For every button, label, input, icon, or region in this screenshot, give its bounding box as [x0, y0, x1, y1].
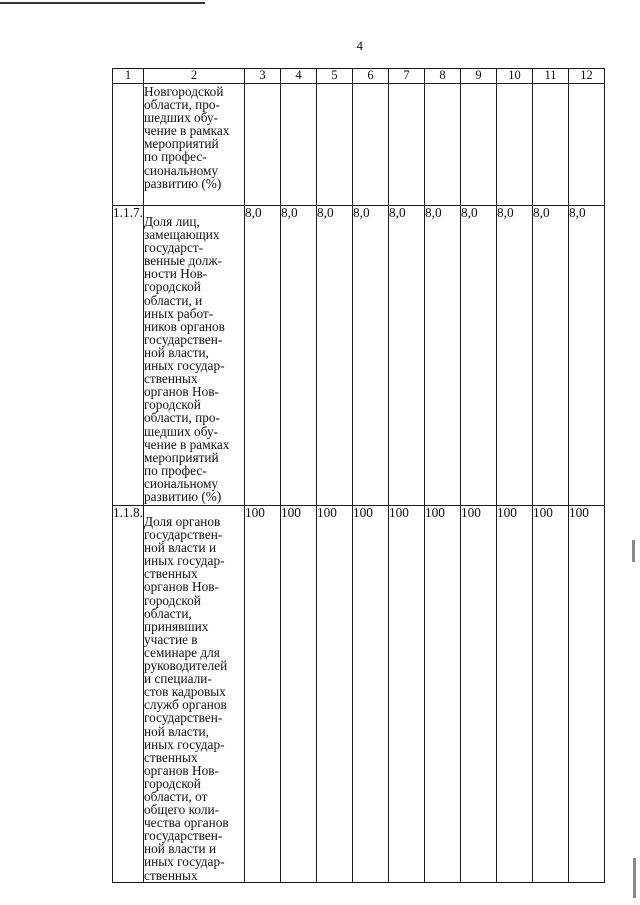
header-cell: 3	[245, 69, 281, 84]
value-cell	[389, 84, 425, 206]
description-line: развитию (%)	[144, 488, 222, 504]
description-line: шедших обу-	[144, 110, 219, 126]
page-number: 4	[356, 38, 364, 53]
description-line: Доля органов	[144, 514, 221, 529]
description-line: органов Нов-	[144, 579, 219, 595]
header-cell: 2	[144, 69, 245, 84]
value-cell	[353, 84, 389, 206]
table-row	[113, 84, 605, 206]
description-line: области, и	[144, 292, 203, 308]
description-line: служб органов	[144, 697, 227, 713]
indicator-description	[144, 506, 245, 883]
value-cell: 100	[425, 506, 461, 883]
indicators-table	[112, 68, 605, 883]
value-cell: 8,0	[281, 206, 317, 506]
description-line: шедших обу-	[144, 423, 219, 439]
value-cell: 100	[353, 506, 389, 883]
description-line: Доля лиц,	[144, 214, 200, 229]
value-cell	[245, 84, 281, 206]
description-line: принявших	[144, 618, 209, 634]
header-cell: 7	[389, 69, 425, 84]
header-cell: 11	[533, 69, 569, 84]
description-line: развитию (%)	[144, 175, 222, 191]
description-line: ности Нов-	[144, 266, 208, 282]
right-edge-mark	[632, 540, 635, 562]
table-row	[113, 206, 605, 506]
description-line: государствен-	[144, 527, 223, 543]
value-cell: 8,0	[497, 206, 533, 506]
value-cell: 8,0	[461, 206, 497, 506]
description-line: общего коли-	[144, 802, 220, 818]
description-line: области,	[144, 605, 192, 621]
description-line: государствен-	[144, 331, 223, 347]
description-line: чение в рамках	[144, 436, 230, 452]
header-cell: 9	[461, 69, 497, 84]
value-cell: 100	[533, 506, 569, 883]
description-line: ников органов	[144, 318, 225, 334]
description-line: ственных	[144, 371, 198, 387]
value-cell: 100	[389, 506, 425, 883]
description-line: ственных	[144, 566, 198, 582]
value-cell	[569, 84, 605, 206]
description-line: Новгородской	[144, 84, 224, 99]
value-cell: 100	[317, 506, 353, 883]
value-cell	[533, 84, 569, 206]
description-line: области, от	[144, 788, 208, 804]
value-cell: 8,0	[425, 206, 461, 506]
row-number: 1.1.7.	[113, 206, 144, 506]
description-line: ственных	[144, 749, 198, 765]
header-cell: 8	[425, 69, 461, 84]
header-cell: 5	[317, 69, 353, 84]
value-cell: 100	[569, 506, 605, 883]
indicator-description	[144, 84, 245, 206]
description-line: чества органов	[144, 815, 229, 831]
description-line: по профес-	[144, 149, 207, 165]
description-line: ной власти и	[144, 540, 217, 556]
value-cell: 8,0	[389, 206, 425, 506]
description-line: государст-	[144, 240, 204, 256]
header-cell: 1	[113, 69, 144, 84]
description-line: по профес-	[144, 462, 207, 478]
description-line: иных государ-	[144, 358, 225, 374]
description-line: мероприятий	[144, 136, 219, 152]
description-line: иных работ-	[144, 305, 214, 321]
description-line: государствен-	[144, 710, 223, 726]
header-cell: 6	[353, 69, 389, 84]
row-number: 1.1.8.	[113, 506, 144, 883]
value-cell: 100	[497, 506, 533, 883]
description-line: ной власти и	[144, 841, 217, 857]
description-line: городской	[144, 775, 201, 791]
value-cell	[425, 84, 461, 206]
description-line: иных государ-	[144, 736, 225, 752]
indicator-description	[144, 206, 245, 506]
header-cell: 10	[497, 69, 533, 84]
value-cell: 8,0	[353, 206, 389, 506]
description-line: венные долж-	[144, 253, 222, 269]
value-cell	[497, 84, 533, 206]
description-line: стов кадровых	[144, 684, 226, 700]
description-line: семинаре для	[144, 644, 220, 660]
value-cell: 100	[245, 506, 281, 883]
description-line: замещающих	[144, 227, 220, 243]
description-line: участие в	[144, 631, 198, 647]
description-line: ственных	[144, 867, 198, 883]
header-cell: 4	[281, 69, 317, 84]
description-line: мероприятий	[144, 449, 219, 465]
header-row	[113, 69, 605, 84]
description-line: органов Нов-	[144, 384, 219, 400]
value-cell: 100	[461, 506, 497, 883]
value-cell: 100	[281, 506, 317, 883]
description-line: руководителей	[144, 658, 228, 674]
description-line: иных государ-	[144, 854, 225, 870]
value-cell	[281, 84, 317, 206]
description-line: государствен-	[144, 828, 223, 844]
right-edge-mark	[633, 858, 636, 898]
value-cell	[317, 84, 353, 206]
description-line: органов Нов-	[144, 762, 219, 778]
description-line: городской	[144, 279, 201, 295]
description-line: области, про-	[144, 410, 220, 426]
value-cell: 8,0	[245, 206, 281, 506]
row-number	[113, 84, 144, 206]
value-cell: 8,0	[533, 206, 569, 506]
value-cell: 8,0	[569, 206, 605, 506]
description-line: иных государ-	[144, 553, 225, 569]
description-line: области, про-	[144, 97, 220, 113]
description-line: ной власти,	[144, 344, 209, 360]
description-line: сиональному	[144, 162, 219, 178]
description-line: городской	[144, 397, 201, 413]
description-line: и специали-	[144, 671, 212, 687]
description-line: городской	[144, 592, 201, 608]
table-row	[113, 506, 605, 883]
description-line: сиональному	[144, 475, 219, 491]
value-cell: 8,0	[317, 206, 353, 506]
description-line: чение в рамках	[144, 123, 230, 139]
header-cell: 12	[569, 69, 605, 84]
top-rule	[0, 2, 205, 4]
value-cell	[461, 84, 497, 206]
description-line: ной власти,	[144, 723, 209, 739]
